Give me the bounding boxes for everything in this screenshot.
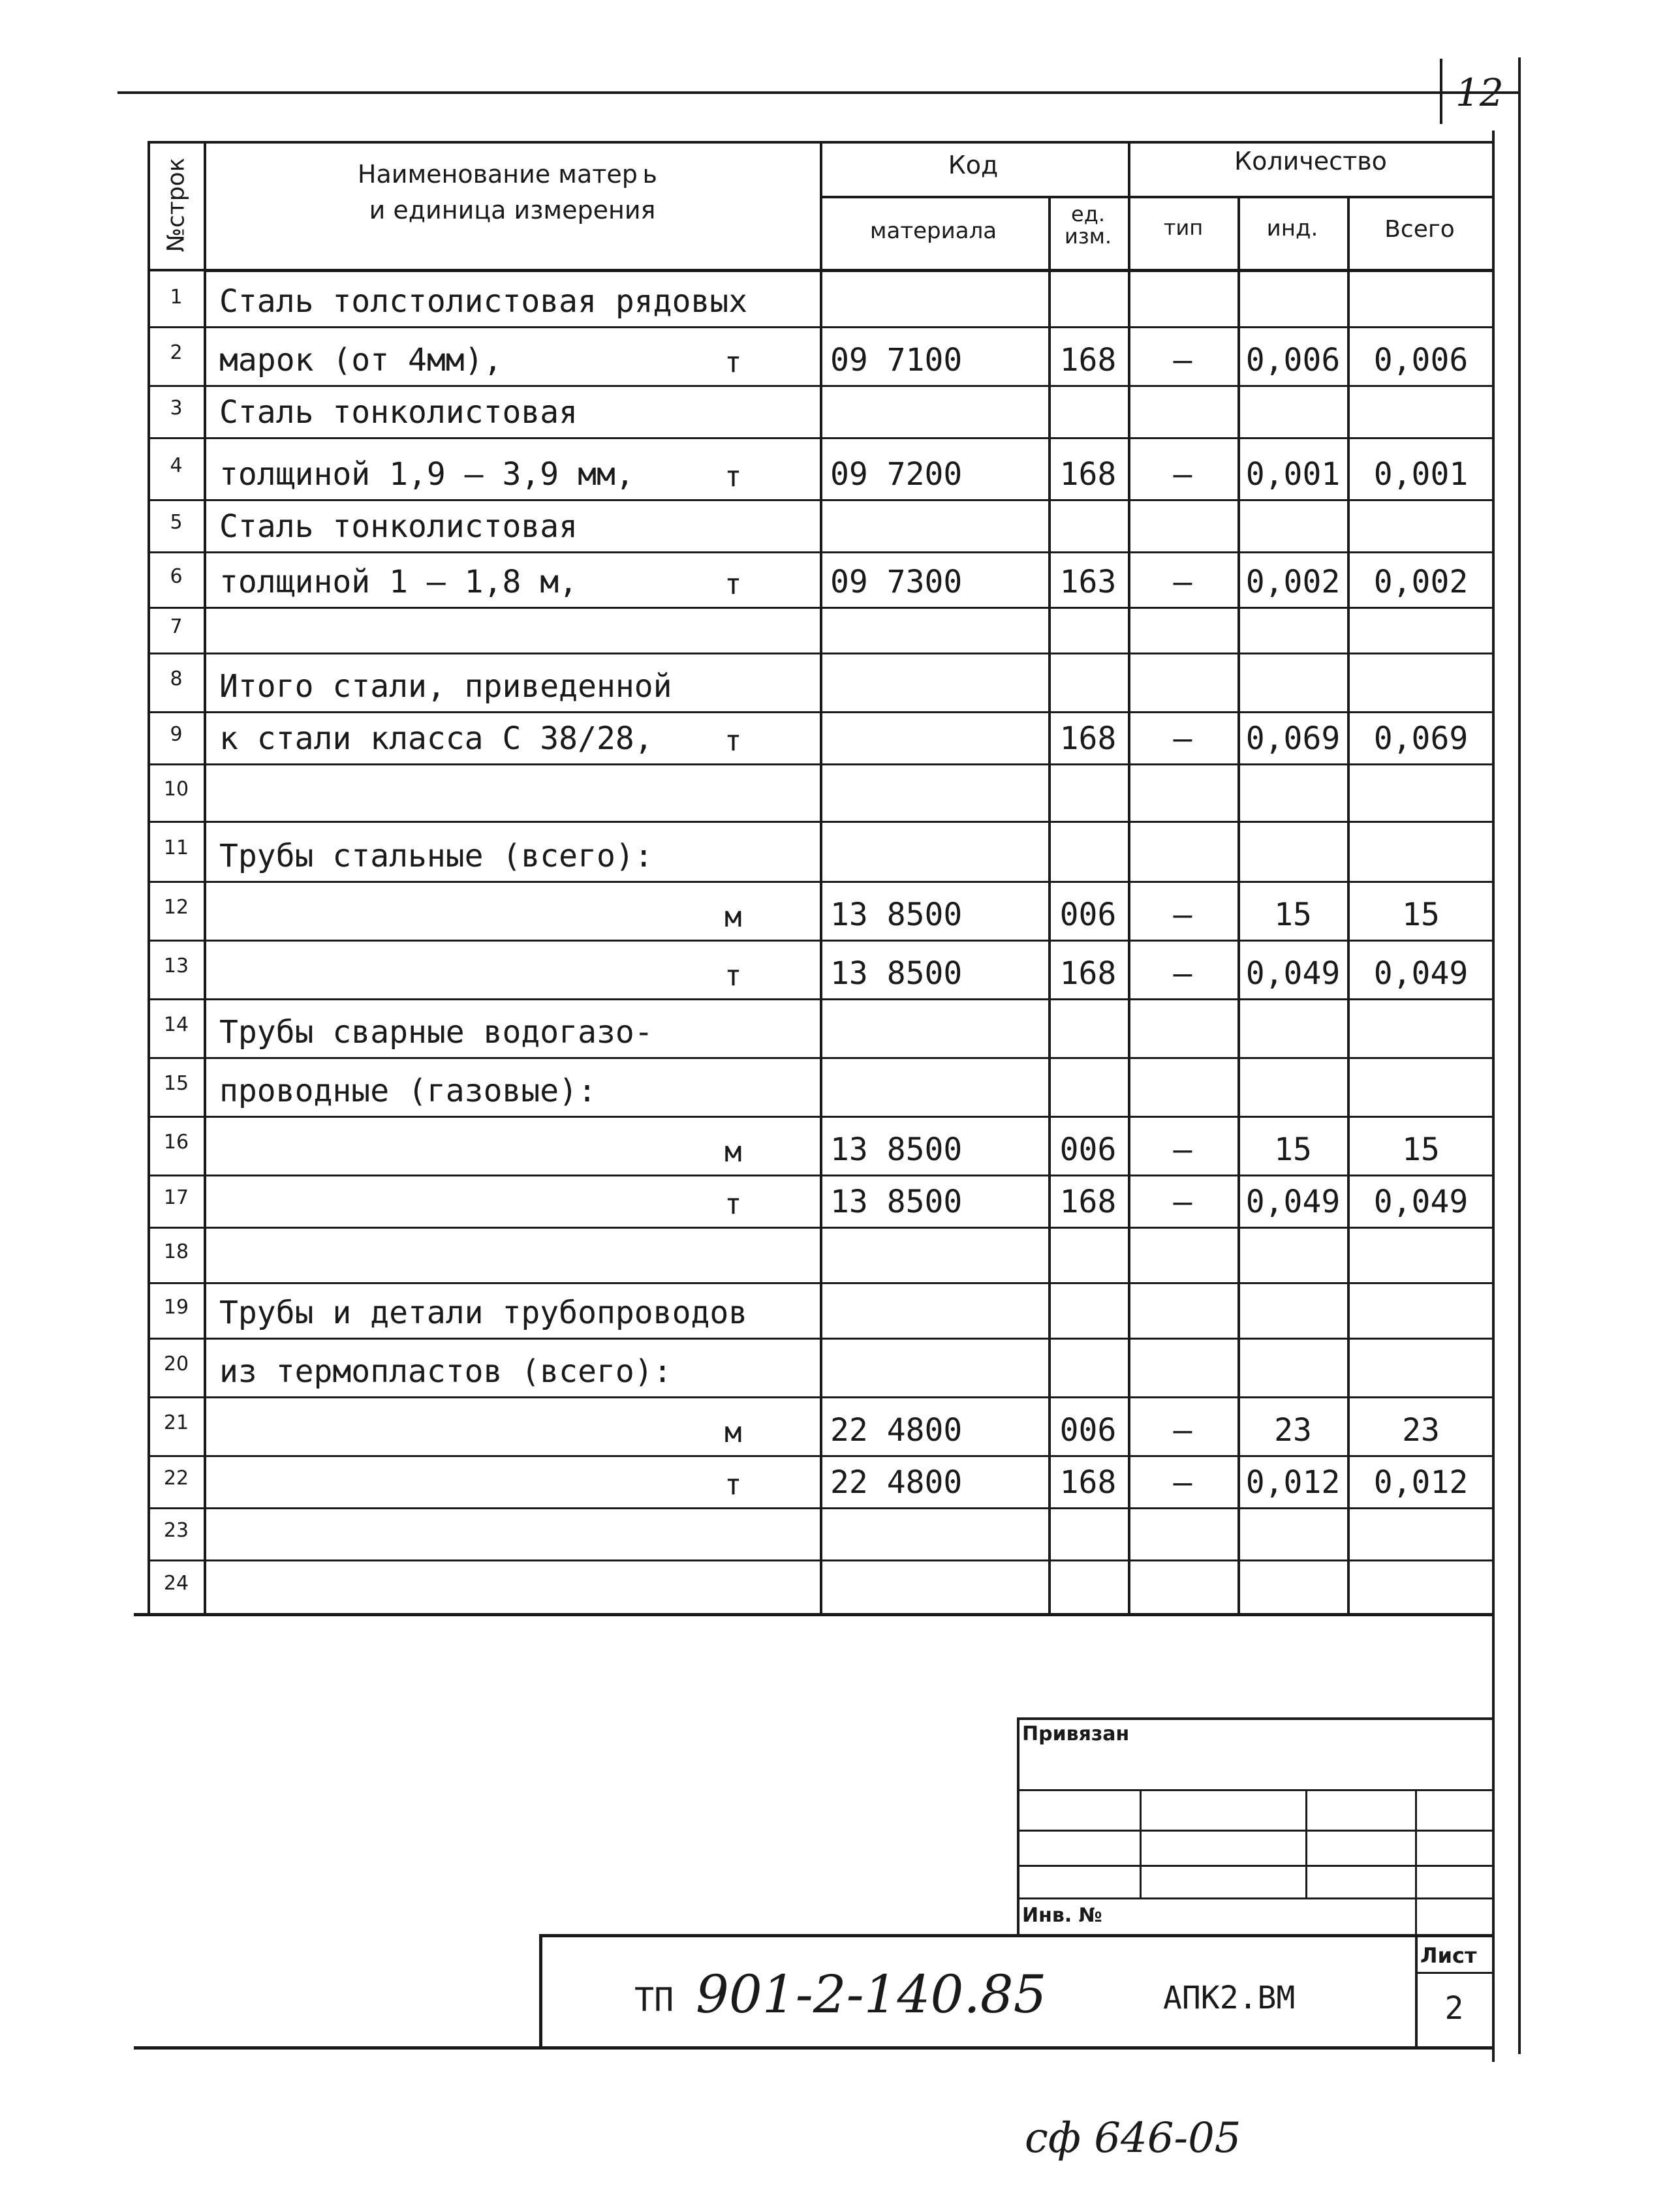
qty-individual: 0,001 — [1245, 456, 1341, 493]
material-name: Сталь толстолистовая рядовых — [219, 283, 748, 320]
unit-abbreviation: т — [724, 1188, 742, 1221]
row-number: 17 — [163, 1186, 189, 1209]
row-divider — [149, 881, 1493, 883]
unit-code: 168 — [1059, 1464, 1117, 1501]
material-code: 22 4800 — [830, 1412, 963, 1449]
doc-prefix: ТП — [634, 1981, 674, 2019]
unit-abbreviation: т — [724, 568, 742, 601]
row-divider — [149, 940, 1493, 942]
qty-type: – — [1173, 955, 1192, 992]
header-bottom-line — [204, 269, 1493, 272]
doc-code: АПК2.ВМ — [1163, 1980, 1296, 2016]
row-divider — [149, 1057, 1493, 1059]
material-name: проводные (газовые): — [219, 1073, 597, 1109]
qty-individual: 0,012 — [1245, 1464, 1341, 1501]
qty-total: 23 — [1402, 1412, 1440, 1449]
row-divider — [149, 385, 1493, 387]
table-left-border — [148, 141, 150, 1614]
row-number: 7 — [170, 615, 183, 638]
qty-type: – — [1173, 456, 1192, 493]
top-rule — [117, 91, 1521, 94]
stamp-top-line — [1017, 1717, 1495, 1720]
row-divider — [149, 1282, 1493, 1284]
row-number: 9 — [170, 723, 183, 746]
title-block-left — [539, 1934, 542, 2049]
row-divider — [149, 998, 1493, 1000]
material-code: 13 8500 — [830, 897, 963, 933]
unit-code: 163 — [1059, 564, 1117, 600]
row-divider — [149, 499, 1493, 501]
unit-abbreviation: м — [724, 900, 742, 934]
qty-type: – — [1173, 720, 1192, 757]
right-margin-line — [1518, 57, 1521, 2054]
attached-label: Привязан — [1022, 1723, 1130, 1745]
material-name: толщиной 1,9 – 3,9 мм, — [219, 456, 634, 493]
row-number: 1 — [170, 286, 183, 309]
table-bottom-rule — [134, 1613, 1495, 1616]
row-divider — [149, 1507, 1493, 1509]
unit-abbreviation: т — [724, 1468, 742, 1501]
material-code: 09 7100 — [830, 342, 963, 378]
row-divider — [149, 551, 1493, 553]
row-number-header: №строк — [163, 157, 190, 253]
qty-individual: 0,002 — [1245, 564, 1341, 600]
unit-code: 168 — [1059, 456, 1117, 493]
unit-code: 006 — [1059, 1412, 1117, 1449]
row-number: 23 — [163, 1519, 189, 1542]
sheet-label: Лист — [1420, 1943, 1477, 1968]
row-number: 21 — [163, 1411, 189, 1434]
row-divider — [149, 653, 1493, 654]
sheet-number: 2 — [1444, 1990, 1464, 2027]
qty-type: – — [1173, 1131, 1192, 1168]
unit-code: 168 — [1059, 1184, 1117, 1220]
code-header: Код — [948, 151, 999, 179]
qty-individual: 0,049 — [1245, 1184, 1341, 1220]
qty-total: 0,002 — [1373, 564, 1469, 600]
row-divider — [149, 1175, 1493, 1176]
material-name: к стали класса С 38/28, — [219, 720, 653, 757]
stamp-left-border — [1017, 1717, 1019, 1935]
unit-abbreviation: т — [724, 724, 742, 758]
code-unit-header: ед. изм. — [1064, 202, 1112, 249]
stamp-row-line — [1017, 1789, 1495, 1791]
qty-individual: 0,006 — [1245, 342, 1341, 378]
unit-code: 168 — [1059, 720, 1117, 757]
title-block-top — [539, 1934, 1495, 1937]
material-name: Итого стали, приведенной — [219, 668, 672, 705]
qty-type: – — [1173, 342, 1192, 378]
qty-type: – — [1173, 564, 1192, 600]
row-number: 22 — [163, 1467, 189, 1490]
qty-type: – — [1173, 1412, 1192, 1449]
stamp-col-line — [1305, 1789, 1307, 1897]
row-divider — [149, 821, 1493, 823]
row-divider — [149, 1338, 1493, 1340]
material-code: 22 4800 — [830, 1464, 963, 1501]
qty-total: 0,049 — [1373, 1184, 1469, 1220]
sheet-cell-split — [1415, 1972, 1495, 1974]
row-number: 19 — [163, 1295, 189, 1319]
material-name: Трубы сварные водогазо- — [219, 1014, 653, 1051]
row-number: 15 — [163, 1072, 189, 1095]
inventory-label: Инв. № — [1022, 1904, 1102, 1927]
qty-ind-header: инд. — [1266, 215, 1318, 241]
row-number: 14 — [163, 1013, 189, 1036]
code-material-header: материала — [869, 218, 997, 244]
column-divider — [204, 141, 206, 1614]
row-number: 11 — [163, 837, 189, 859]
unit-abbreviation: т — [724, 959, 742, 992]
unit-abbreviation: м — [724, 1416, 742, 1449]
stamp-row-line — [1017, 1865, 1495, 1867]
row-divider — [149, 607, 1493, 609]
row-number: 12 — [163, 896, 189, 919]
unit-code: 006 — [1059, 1131, 1117, 1168]
unit-abbreviation: т — [724, 346, 742, 379]
qty-total: 0,069 — [1373, 720, 1469, 757]
material-code: 13 8500 — [830, 1131, 963, 1168]
unit-code: 168 — [1059, 342, 1117, 378]
stamp-row-line — [1017, 1897, 1495, 1899]
material-code: 09 7200 — [830, 456, 963, 493]
row-number: 2 — [170, 341, 183, 364]
name-column-header: Наименование матер ь и единица измерения — [357, 160, 657, 225]
row-divider — [149, 711, 1493, 713]
column-divider — [820, 141, 822, 1614]
qty-total: 0,012 — [1373, 1464, 1469, 1501]
row-number: 10 — [163, 778, 189, 801]
rownum-header-bottom — [149, 269, 204, 271]
row-number: 13 — [163, 955, 189, 977]
qty-type: – — [1173, 1464, 1192, 1501]
row-number: 5 — [170, 511, 183, 534]
material-code: 09 7300 — [830, 564, 963, 600]
material-name: Трубы и детали трубопроводов — [219, 1295, 748, 1331]
row-number: 24 — [163, 1572, 189, 1595]
qty-individual: 15 — [1274, 1131, 1312, 1168]
material-name: Сталь тонколистовая — [219, 394, 578, 431]
corner-sheet-number: 12 — [1455, 70, 1504, 115]
row-divider — [149, 1227, 1493, 1229]
material-name: Сталь тонколистовая — [219, 508, 578, 545]
material-name: из термопластов (всего): — [219, 1353, 672, 1390]
header-split-line — [820, 196, 1493, 198]
doc-number-handwritten: 901-2-140.85 — [696, 1964, 1047, 2025]
row-divider — [149, 326, 1493, 328]
page-bottom-rule — [134, 2046, 1495, 2050]
bottom-handwritten-note: сф 646-05 — [1025, 2114, 1241, 2162]
quantity-header: Количество — [1234, 147, 1387, 176]
row-number: 18 — [163, 1240, 189, 1263]
material-name: марок (от 4мм), — [219, 342, 503, 378]
row-divider — [149, 1455, 1493, 1457]
qty-total: 15 — [1402, 897, 1440, 933]
material-name: Трубы стальные (всего): — [219, 838, 653, 874]
row-divider — [149, 763, 1493, 765]
row-number: 3 — [170, 397, 183, 420]
unit-code: 006 — [1059, 897, 1117, 933]
material-code: 13 8500 — [830, 955, 963, 992]
qty-total: 15 — [1402, 1131, 1440, 1168]
unit-abbreviation: т — [724, 460, 742, 493]
qty-individual: 0,049 — [1245, 955, 1341, 992]
row-number: 4 — [170, 453, 183, 477]
material-name: толщиной 1 – 1,8 м, — [219, 564, 578, 600]
qty-type-header: тип — [1163, 215, 1204, 240]
qty-individual: 0,069 — [1245, 720, 1341, 757]
stamp-col-line — [1140, 1789, 1142, 1897]
column-divider — [1048, 196, 1051, 1614]
qty-individual: 15 — [1274, 897, 1312, 933]
row-divider — [149, 1396, 1493, 1398]
row-number: 8 — [170, 668, 183, 690]
qty-type: – — [1173, 897, 1192, 933]
row-number: 16 — [163, 1131, 189, 1154]
row-number: 20 — [163, 1353, 189, 1375]
row-divider — [149, 1559, 1493, 1561]
qty-total: 0,001 — [1373, 456, 1469, 493]
row-number: 6 — [170, 564, 183, 588]
qty-total: 0,049 — [1373, 955, 1469, 992]
stamp-row-line — [1017, 1830, 1495, 1832]
unit-code: 168 — [1059, 955, 1117, 992]
stamp-col-line — [1415, 1789, 1417, 1937]
material-code: 13 8500 — [830, 1184, 963, 1220]
qty-type: – — [1173, 1184, 1192, 1220]
row-divider — [149, 1116, 1493, 1118]
qty-total: 0,006 — [1373, 342, 1469, 378]
row-divider — [149, 437, 1493, 439]
qty-individual: 23 — [1274, 1412, 1312, 1449]
qty-total-header: Всего — [1384, 216, 1455, 243]
table-right-border — [1492, 131, 1495, 2062]
unit-abbreviation: м — [724, 1135, 742, 1169]
